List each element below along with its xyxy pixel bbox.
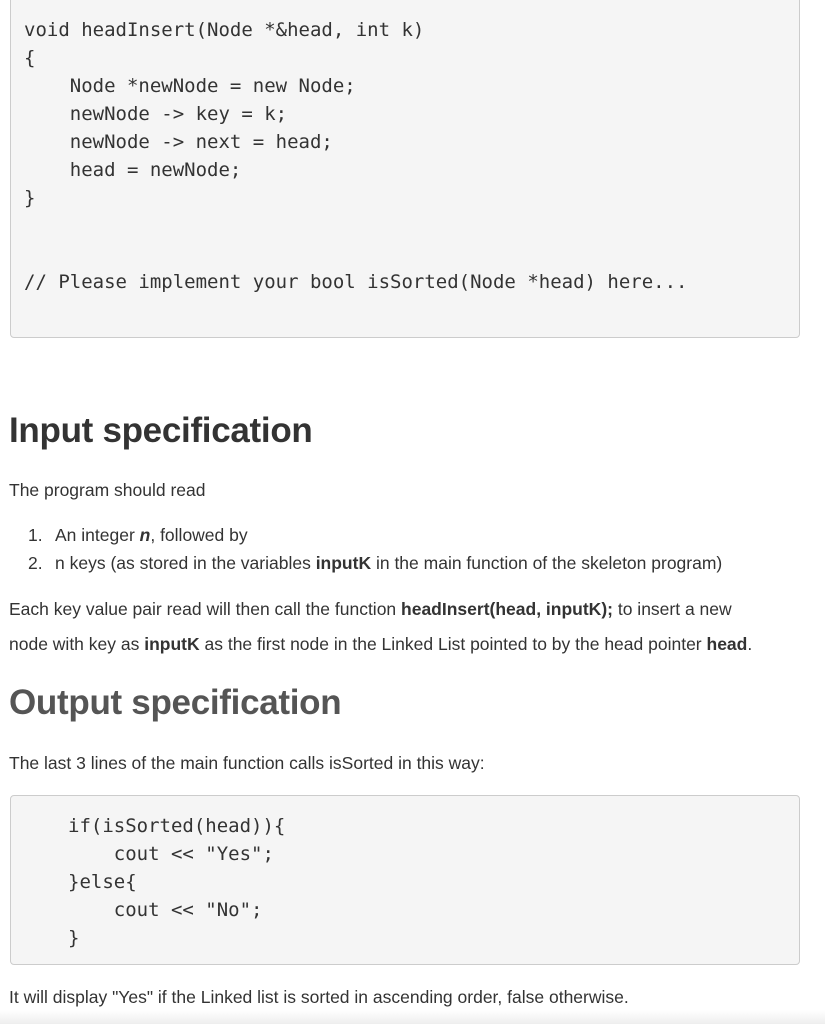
code-line: } [24, 187, 36, 209]
input-spec-heading: Input specification [9, 411, 313, 450]
code-block-issorted-call [10, 795, 800, 965]
text: in the main function of the skeleton program) [371, 553, 723, 573]
list-item-text [55, 551, 722, 575]
code-line: } [68, 927, 80, 949]
list-item-text [55, 523, 248, 547]
page-bottom-edge [0, 1010, 825, 1024]
code-line: if(isSorted(head)){ [68, 815, 286, 837]
text: n keys (as stored in the variables [55, 553, 316, 573]
text: . [747, 634, 753, 654]
text: , followed by [150, 525, 248, 545]
input-spec-intro: The program should read [9, 480, 206, 500]
code-line: newNode -> next = head; [24, 131, 333, 153]
output-spec-heading: Output specification [9, 683, 342, 722]
code-line: // Please implement your bool isSorted(Node *head) here... [24, 271, 688, 293]
output-spec-footer: It will display "Yes" if the Linked list is sorted in ascending order, false otherwise. [9, 987, 629, 1007]
variable-head: head [706, 634, 748, 654]
text: An integer [55, 525, 140, 545]
text: Each key value pair read will then call the function [9, 599, 402, 619]
code-line: head = newNode; [24, 159, 242, 181]
function-call: headInsert(head, inputK); [401, 599, 613, 619]
input-spec-paragraph-line2 [9, 632, 752, 656]
variable-inputk: inputK [144, 634, 200, 654]
code-line: Node *newNode = new Node; [24, 75, 356, 97]
output-spec-intro: The last 3 lines of the main function calls isSorted in this way: [9, 753, 485, 773]
variable-inputk: inputK [315, 553, 372, 573]
text: node with key as [9, 634, 145, 654]
code-line: void headInsert(Node *&head, int k) [24, 19, 425, 41]
list-number: 2. [28, 553, 43, 573]
list-number: 1. [28, 525, 43, 545]
variable-n: n [139, 525, 151, 545]
code-line: cout << "Yes"; [68, 843, 274, 865]
input-spec-paragraph-line1 [9, 597, 732, 621]
code-line: }else{ [68, 871, 137, 893]
code-line: { [24, 47, 36, 69]
code-line: cout << "No"; [68, 899, 263, 921]
text: as the first node in the Linked List pointed to by the head pointer [199, 634, 707, 654]
code-block-skeleton [10, 0, 800, 338]
text: to insert a new [612, 599, 732, 619]
code-line: newNode -> key = k; [24, 103, 288, 125]
